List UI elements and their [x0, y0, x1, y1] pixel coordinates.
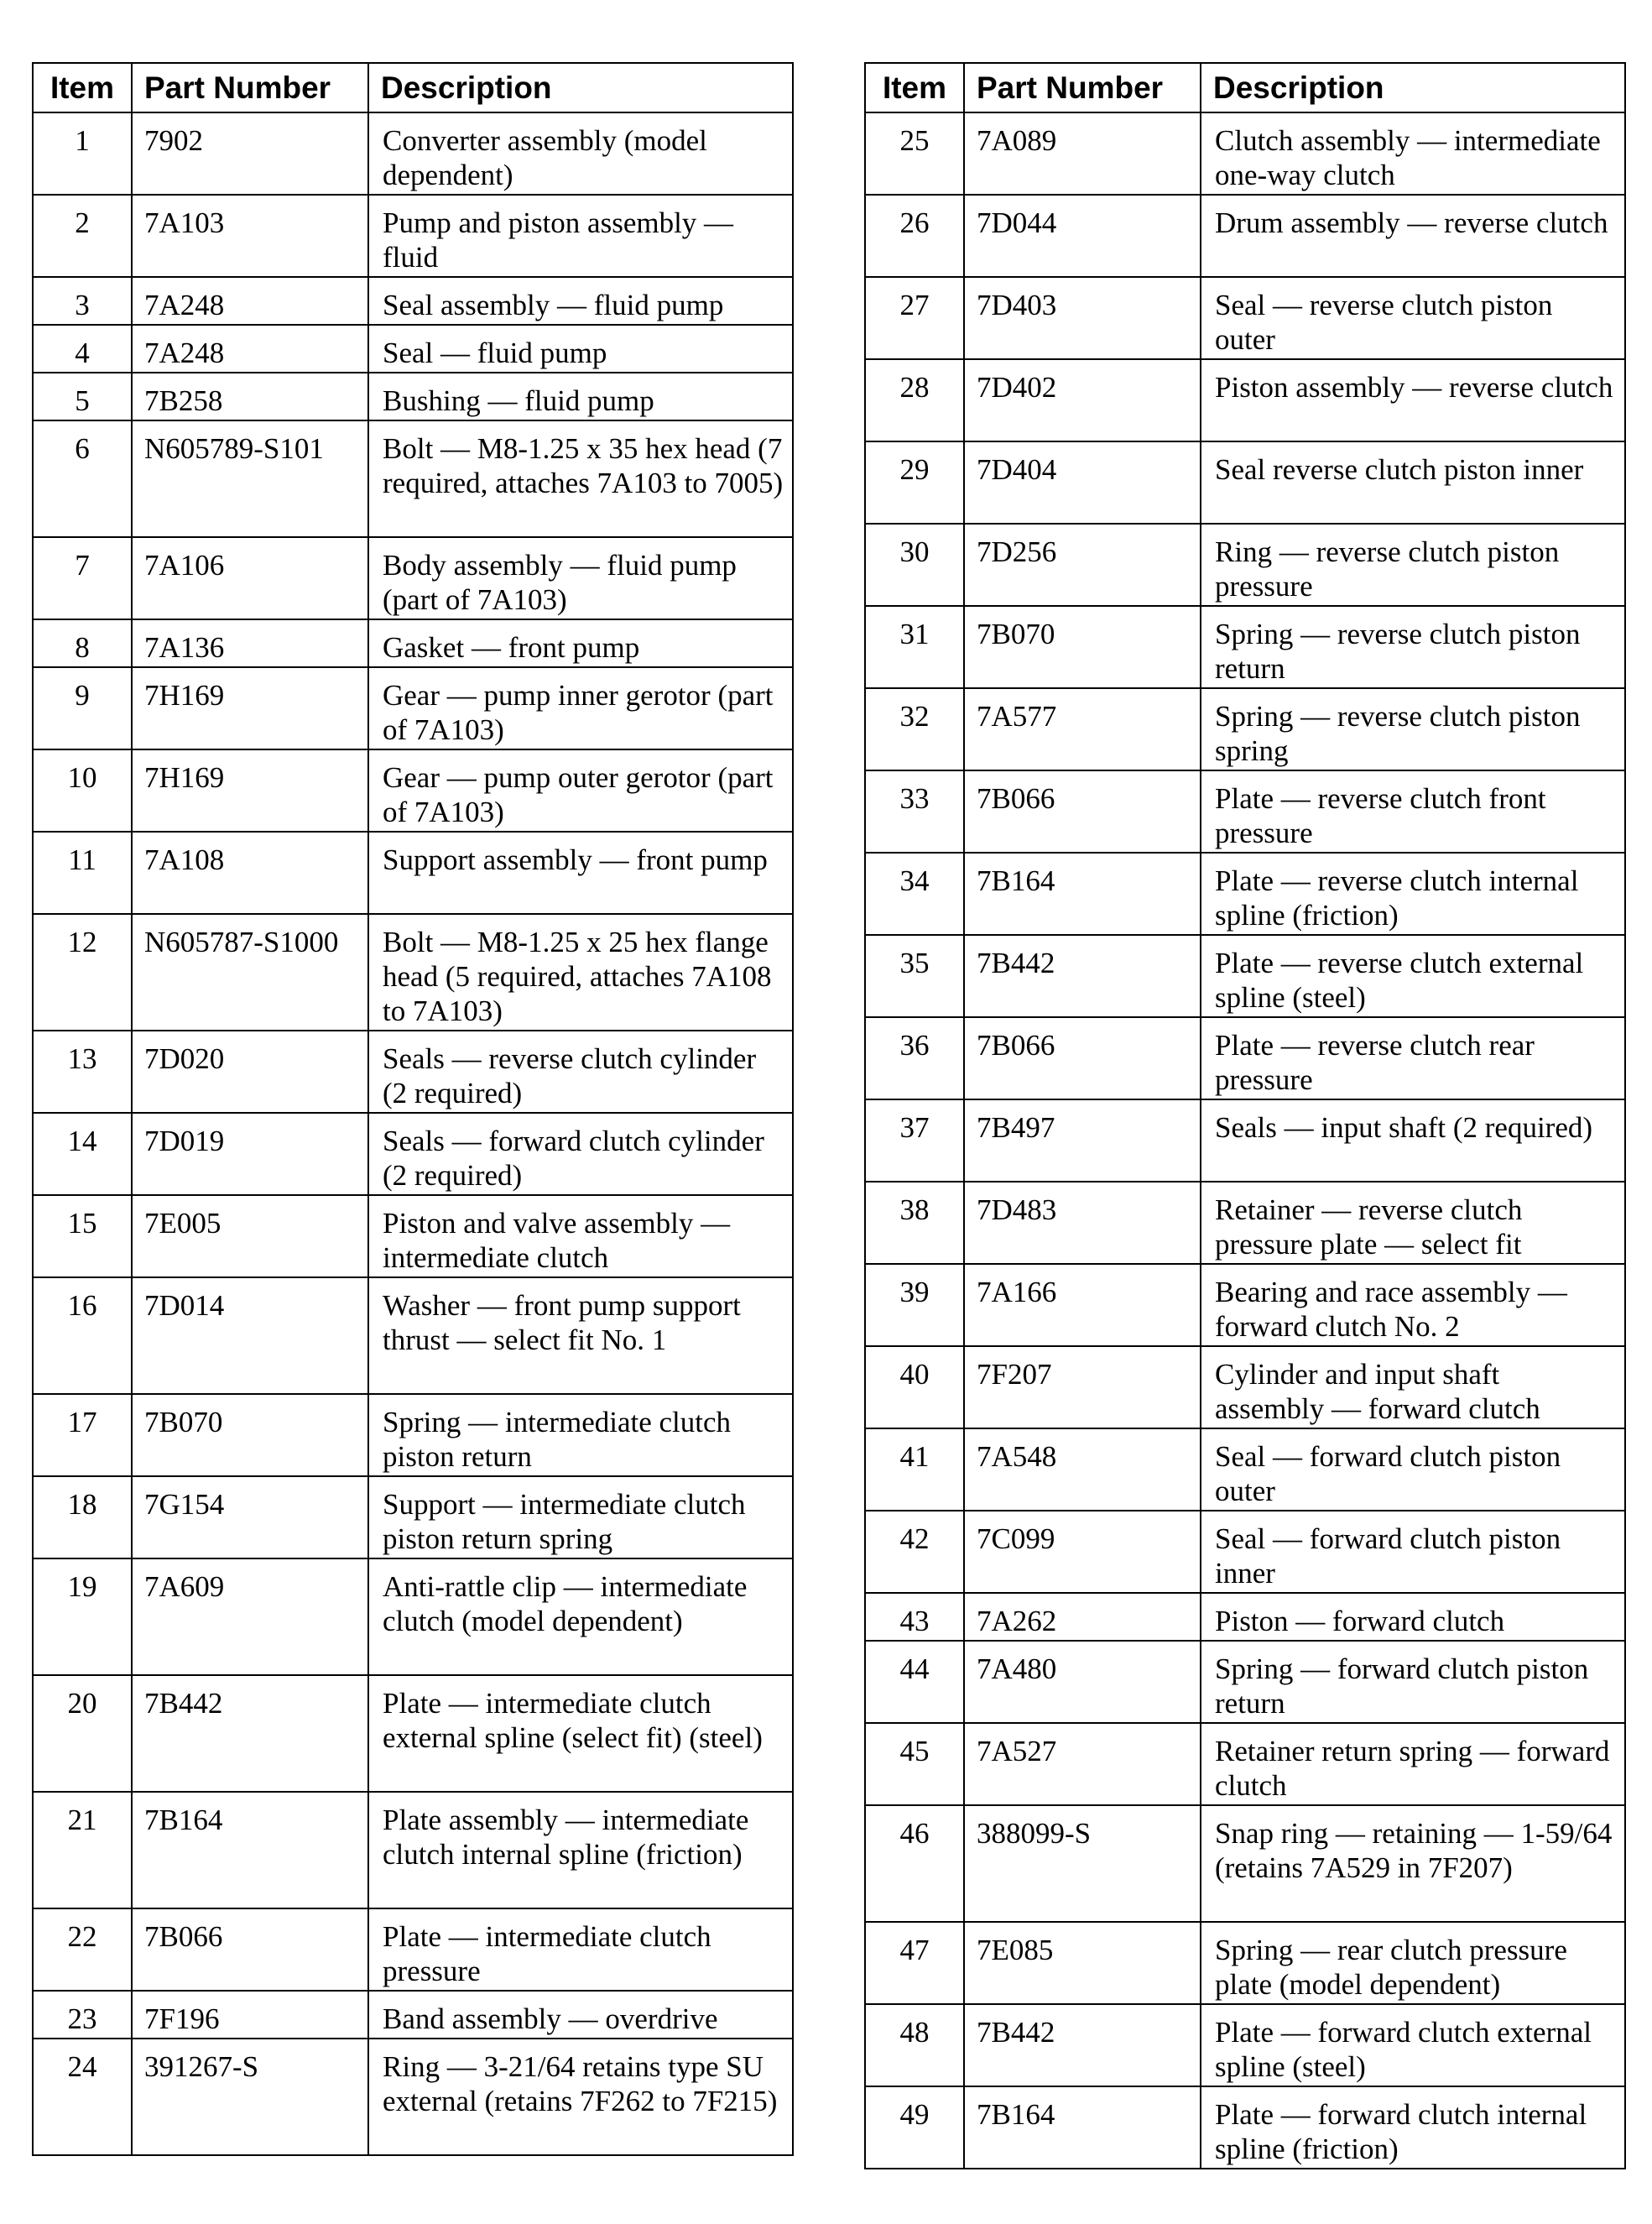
description-cell: Plate — intermediate clutch pressure	[368, 1908, 793, 1991]
description-cell: Seal — forward clutch piston outer	[1201, 1428, 1625, 1511]
item-cell: 15	[33, 1195, 132, 1277]
table-row	[865, 1511, 1625, 1593]
item-cell: 41	[865, 1428, 964, 1511]
table-row	[33, 373, 793, 420]
item-cell: 39	[865, 1264, 964, 1346]
description-cell: Gear — pump outer gerotor (part of 7A103)	[368, 749, 793, 832]
header-item: Item	[33, 63, 132, 112]
description-cell: Seal assembly — fluid pump	[368, 277, 793, 325]
table-row	[33, 1394, 793, 1476]
item-cell: 47	[865, 1922, 964, 2004]
table-row	[865, 1922, 1625, 2004]
part-number-cell: 391267-S	[132, 2039, 368, 2155]
part-number-cell: 7D403	[964, 277, 1201, 359]
description-cell: Seal — fluid pump	[368, 325, 793, 373]
description-cell: Plate — reverse clutch rear pressure	[1201, 1017, 1625, 1099]
header-part-number: Part Number	[964, 63, 1201, 112]
description-cell: Piston — forward clutch	[1201, 1593, 1625, 1641]
part-number-cell: 7F207	[964, 1346, 1201, 1428]
description-cell: Clutch assembly — intermediate one-way clutch	[1201, 112, 1625, 195]
description-cell: Washer — front pump support thrust — select fit No. 1	[368, 1277, 793, 1394]
item-cell: 7	[33, 537, 132, 619]
part-number-cell: 7H169	[132, 749, 368, 832]
item-cell: 30	[865, 524, 964, 606]
description-cell: Support — intermediate clutch piston return spring	[368, 1476, 793, 1558]
part-number-cell: 7E085	[964, 1922, 1201, 2004]
table-row	[865, 441, 1625, 524]
description-cell: Plate — reverse clutch external spline (steel)	[1201, 935, 1625, 1017]
part-number-cell: 7B164	[964, 2086, 1201, 2169]
item-cell: 43	[865, 1593, 964, 1641]
header-description: Description	[1201, 63, 1625, 112]
description-cell: Bolt — M8-1.25 x 35 hex head (7 required, attaches 7A103 to 7005)	[368, 420, 793, 537]
table-header-row	[33, 63, 793, 112]
table-row	[33, 325, 793, 373]
table-row	[865, 1017, 1625, 1099]
description-cell: Plate assembly — intermediate clutch internal spline (friction)	[368, 1792, 793, 1908]
part-number-cell: 7A548	[964, 1428, 1201, 1511]
parts-table-right	[864, 62, 1626, 2169]
table-row	[33, 619, 793, 667]
part-number-cell: 7E005	[132, 1195, 368, 1277]
table-row	[865, 2004, 1625, 2086]
description-cell: Ring — 3-21/64 retains type SU external (retains 7F262 to 7F215)	[368, 2039, 793, 2155]
item-cell: 12	[33, 914, 132, 1031]
item-cell: 18	[33, 1476, 132, 1558]
part-number-cell: 7D044	[964, 195, 1201, 277]
part-number-cell: 7A577	[964, 688, 1201, 770]
description-cell: Gear — pump inner gerotor (part of 7A103)	[368, 667, 793, 749]
table-row	[33, 832, 793, 914]
table-row	[33, 420, 793, 537]
item-cell: 46	[865, 1805, 964, 1922]
description-cell: Piston assembly — reverse clutch	[1201, 359, 1625, 441]
header-item: Item	[865, 63, 964, 112]
table-row	[865, 1346, 1625, 1428]
description-cell: Cylinder and input shaft assembly — forward clutch	[1201, 1346, 1625, 1428]
item-cell: 31	[865, 606, 964, 688]
item-cell: 16	[33, 1277, 132, 1394]
item-cell: 42	[865, 1511, 964, 1593]
part-number-cell: 7A248	[132, 325, 368, 373]
part-number-cell: 7A609	[132, 1558, 368, 1675]
item-cell: 10	[33, 749, 132, 832]
item-cell: 17	[33, 1394, 132, 1476]
part-number-cell: 7902	[132, 112, 368, 195]
description-cell: Plate — reverse clutch internal spline (friction)	[1201, 853, 1625, 935]
item-cell: 1	[33, 112, 132, 195]
item-cell: 45	[865, 1723, 964, 1805]
item-cell: 29	[865, 441, 964, 524]
item-cell: 33	[865, 770, 964, 853]
part-number-cell: 7B164	[964, 853, 1201, 935]
part-number-cell: 7B442	[132, 1675, 368, 1792]
part-number-cell: 7B258	[132, 373, 368, 420]
item-cell: 48	[865, 2004, 964, 2086]
item-cell: 40	[865, 1346, 964, 1428]
description-cell: Support assembly — front pump	[368, 832, 793, 914]
table-row	[865, 853, 1625, 935]
table-row	[33, 1476, 793, 1558]
item-cell: 6	[33, 420, 132, 537]
part-number-cell: 7H169	[132, 667, 368, 749]
description-cell: Converter assembly (model dependent)	[368, 112, 793, 195]
description-cell: Band assembly — overdrive	[368, 1991, 793, 2039]
table-row	[865, 1593, 1625, 1641]
description-cell: Seal — reverse clutch piston outer	[1201, 277, 1625, 359]
header-part-number: Part Number	[132, 63, 368, 112]
item-cell: 9	[33, 667, 132, 749]
part-number-cell: 7D019	[132, 1113, 368, 1195]
description-cell: Bearing and race assembly — forward clutch No. 2	[1201, 1264, 1625, 1346]
table-row	[33, 1908, 793, 1991]
description-cell: Snap ring — retaining — 1-59/64 (retains 7A529 in 7F207)	[1201, 1805, 1625, 1922]
item-cell: 44	[865, 1641, 964, 1723]
table-row	[33, 277, 793, 325]
table-header-row	[865, 63, 1625, 112]
table-row	[33, 1792, 793, 1908]
part-number-cell: 7B066	[964, 1017, 1201, 1099]
part-number-cell: 7B497	[964, 1099, 1201, 1182]
table-row	[33, 112, 793, 195]
table-row	[865, 1641, 1625, 1723]
description-cell: Seals — reverse clutch cylinder (2 required)	[368, 1031, 793, 1113]
part-number-cell: N605789-S101	[132, 420, 368, 537]
part-number-cell: 7D483	[964, 1182, 1201, 1264]
table-row	[33, 1277, 793, 1394]
part-number-cell: 7A248	[132, 277, 368, 325]
description-cell: Anti-rattle clip — intermediate clutch (model dependent)	[368, 1558, 793, 1675]
part-number-cell: N605787-S1000	[132, 914, 368, 1031]
table-row	[865, 524, 1625, 606]
description-cell: Pump and piston assembly — fluid	[368, 195, 793, 277]
part-number-cell: 7B442	[964, 935, 1201, 1017]
item-cell: 27	[865, 277, 964, 359]
item-cell: 34	[865, 853, 964, 935]
part-number-cell: 7A103	[132, 195, 368, 277]
description-cell: Spring — reverse clutch piston spring	[1201, 688, 1625, 770]
description-cell: Spring — rear clutch pressure plate (model dependent)	[1201, 1922, 1625, 2004]
item-cell: 4	[33, 325, 132, 373]
table-row	[865, 606, 1625, 688]
description-cell: Body assembly — fluid pump (part of 7A103)	[368, 537, 793, 619]
part-number-cell: 7A166	[964, 1264, 1201, 1346]
table-row	[865, 1099, 1625, 1182]
part-number-cell: 7A262	[964, 1593, 1201, 1641]
item-cell: 22	[33, 1908, 132, 1991]
item-cell: 11	[33, 832, 132, 914]
description-cell: Plate — intermediate clutch external spline (select fit) (steel)	[368, 1675, 793, 1792]
table-row	[33, 914, 793, 1031]
description-cell: Spring — reverse clutch piston return	[1201, 606, 1625, 688]
table-row	[33, 1113, 793, 1195]
part-number-cell: 388099-S	[964, 1805, 1201, 1922]
table-row	[865, 112, 1625, 195]
table-row	[33, 1031, 793, 1113]
item-cell: 19	[33, 1558, 132, 1675]
table-row	[33, 1675, 793, 1792]
description-cell: Seals — forward clutch cylinder (2 required)	[368, 1113, 793, 1195]
part-number-cell: 7A136	[132, 619, 368, 667]
item-cell: 20	[33, 1675, 132, 1792]
item-cell: 35	[865, 935, 964, 1017]
description-cell: Seal — forward clutch piston inner	[1201, 1511, 1625, 1593]
table-row	[865, 688, 1625, 770]
table-row	[865, 1805, 1625, 1922]
description-cell: Bolt — M8-1.25 x 25 hex flange head (5 required, attaches 7A108 to 7A103)	[368, 914, 793, 1031]
part-number-cell: 7B070	[132, 1394, 368, 1476]
item-cell: 3	[33, 277, 132, 325]
table-row	[865, 1182, 1625, 1264]
part-number-cell: 7B070	[964, 606, 1201, 688]
header-description: Description	[368, 63, 793, 112]
table-row	[865, 1264, 1625, 1346]
item-cell: 24	[33, 2039, 132, 2155]
item-cell: 13	[33, 1031, 132, 1113]
parts-table-left	[32, 62, 794, 2156]
part-number-cell: 7D404	[964, 441, 1201, 524]
item-cell: 28	[865, 359, 964, 441]
description-cell: Retainer — reverse clutch pressure plate — select fit	[1201, 1182, 1625, 1264]
part-number-cell: 7A480	[964, 1641, 1201, 1723]
item-cell: 32	[865, 688, 964, 770]
item-cell: 37	[865, 1099, 964, 1182]
table-row	[33, 1991, 793, 2039]
part-number-cell: 7C099	[964, 1511, 1201, 1593]
description-cell: Piston and valve assembly — intermediate clutch	[368, 1195, 793, 1277]
item-cell: 5	[33, 373, 132, 420]
table-row	[865, 1723, 1625, 1805]
item-cell: 26	[865, 195, 964, 277]
table-row	[33, 1195, 793, 1277]
part-number-cell: 7D014	[132, 1277, 368, 1394]
part-number-cell: 7B066	[132, 1908, 368, 1991]
description-cell: Plate — reverse clutch front pressure	[1201, 770, 1625, 853]
table-row	[865, 277, 1625, 359]
table-row	[33, 749, 793, 832]
table-row	[33, 195, 793, 277]
description-cell: Gasket — front pump	[368, 619, 793, 667]
item-cell: 49	[865, 2086, 964, 2169]
item-cell: 25	[865, 112, 964, 195]
description-cell: Seals — input shaft (2 required)	[1201, 1099, 1625, 1182]
item-cell: 23	[33, 1991, 132, 2039]
part-number-cell: 7B066	[964, 770, 1201, 853]
item-cell: 2	[33, 195, 132, 277]
item-cell: 8	[33, 619, 132, 667]
part-number-cell: 7D256	[964, 524, 1201, 606]
table-row	[865, 359, 1625, 441]
part-number-cell: 7A527	[964, 1723, 1201, 1805]
table-row	[865, 770, 1625, 853]
part-number-cell: 7D402	[964, 359, 1201, 441]
part-number-cell: 7B164	[132, 1792, 368, 1908]
part-number-cell: 7A106	[132, 537, 368, 619]
part-number-cell: 7D020	[132, 1031, 368, 1113]
table-row	[865, 1428, 1625, 1511]
description-cell: Drum assembly — reverse clutch	[1201, 195, 1625, 277]
description-cell: Bushing — fluid pump	[368, 373, 793, 420]
table-row	[865, 2086, 1625, 2169]
table-row	[865, 195, 1625, 277]
description-cell: Retainer return spring — forward clutch	[1201, 1723, 1625, 1805]
table-row	[33, 667, 793, 749]
part-number-cell: 7F196	[132, 1991, 368, 2039]
part-number-cell: 7A108	[132, 832, 368, 914]
part-number-cell: 7B442	[964, 2004, 1201, 2086]
item-cell: 36	[865, 1017, 964, 1099]
description-cell: Plate — forward clutch internal spline (friction)	[1201, 2086, 1625, 2169]
item-cell: 21	[33, 1792, 132, 1908]
table-row	[865, 935, 1625, 1017]
description-cell: Plate — forward clutch external spline (steel)	[1201, 2004, 1625, 2086]
description-cell: Seal reverse clutch piston inner	[1201, 441, 1625, 524]
part-number-cell: 7G154	[132, 1476, 368, 1558]
table-row	[33, 2039, 793, 2155]
item-cell: 14	[33, 1113, 132, 1195]
description-cell: Spring — forward clutch piston return	[1201, 1641, 1625, 1723]
table-row	[33, 1558, 793, 1675]
item-cell: 38	[865, 1182, 964, 1264]
part-number-cell: 7A089	[964, 112, 1201, 195]
description-cell: Ring — reverse clutch piston pressure	[1201, 524, 1625, 606]
description-cell: Spring — intermediate clutch piston return	[368, 1394, 793, 1476]
table-row	[33, 537, 793, 619]
